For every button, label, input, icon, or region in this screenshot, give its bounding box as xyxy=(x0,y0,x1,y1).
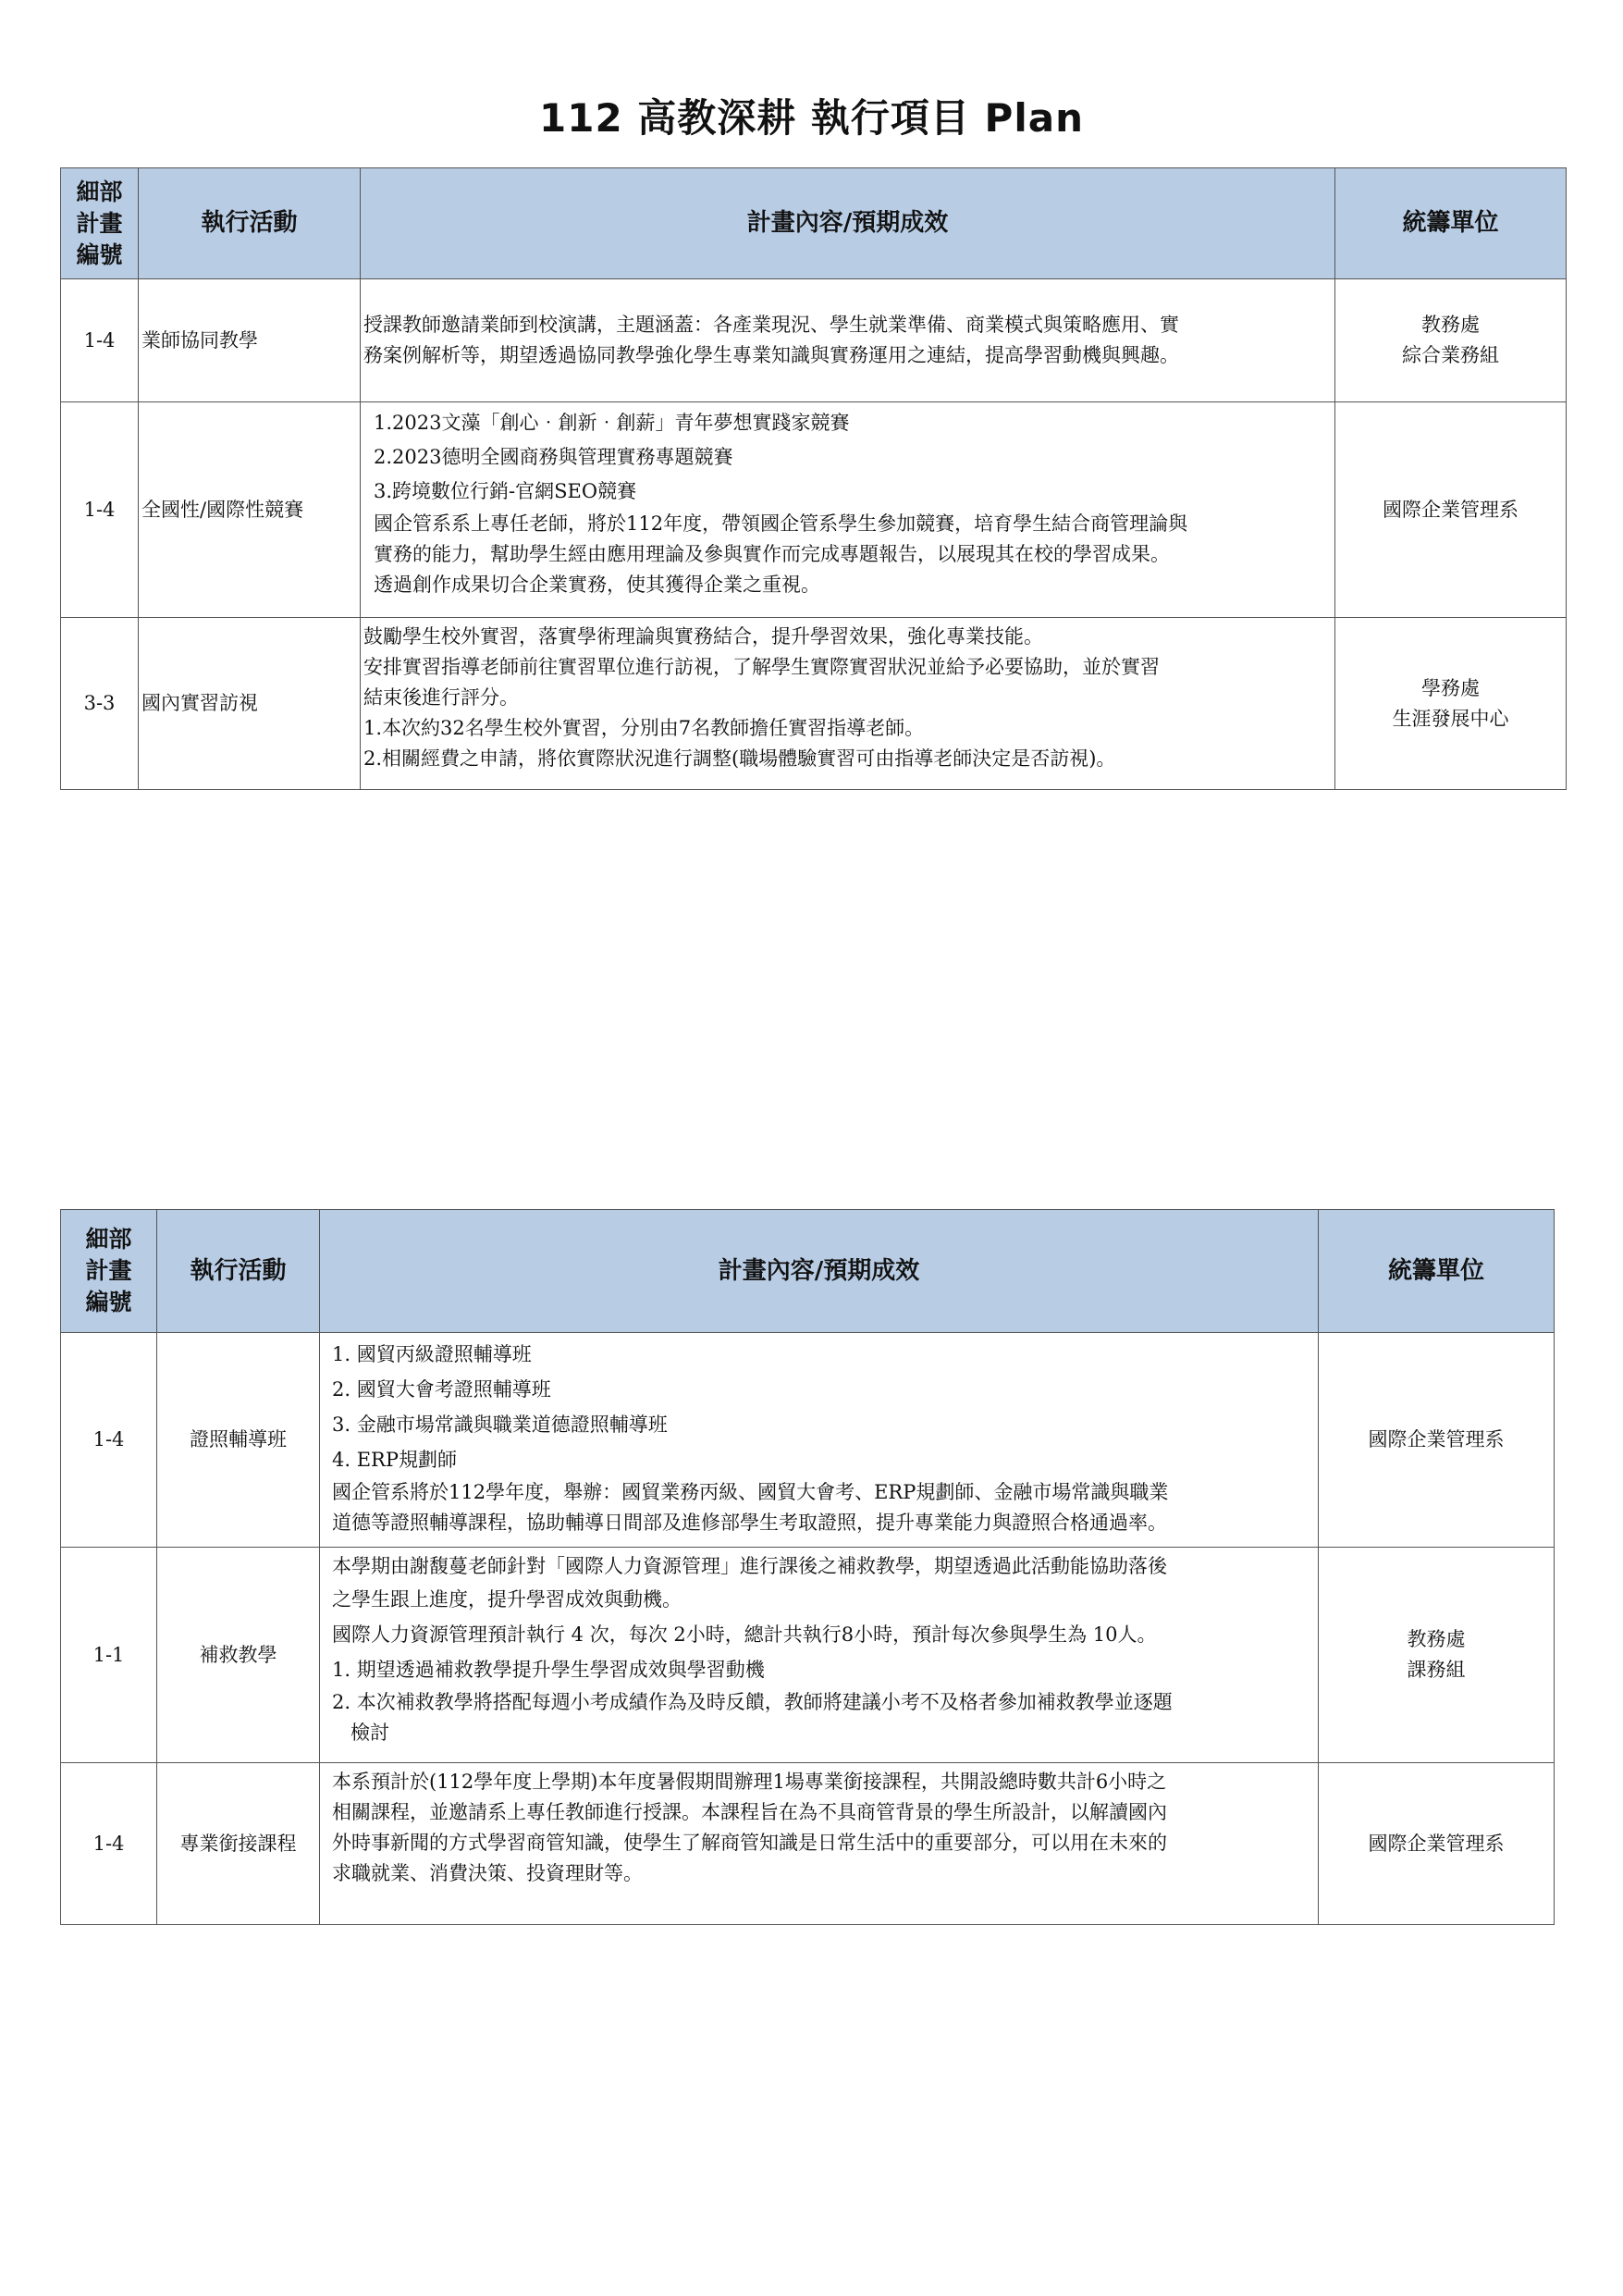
row-content: 1.2023文藻「創心‧創新‧創薪」青年夢想實踐家競賽 2.2023德明全國商務與管理實務專題競賽 3.跨境數位行銷-官網SEO競賽 國企管系系上專任老師，將於112年度，帶領國企管系學生參加競賽，培育學生結合商管理論與 實務的能力，幫助學生經由應用理論及參與實作而完成專題報告，以展現其在校的學習成果。 透過創作成果切合企業實務，使其獲得企業之重視。 xyxy=(361,402,1335,618)
row-content: 授課教師邀請業師到校演講，主題涵蓋：各產業現況、學生就業準備、商業模式與策略應用、實 務案例解析等，期望透過協同教學強化學生專業知識與實務運用之連結，提高學習動機與興趣。 xyxy=(361,279,1335,402)
table-row xyxy=(61,618,1567,790)
row-unit: 國際企業管理系 xyxy=(1319,1763,1555,1925)
header-code: 細部 計畫 編號 xyxy=(61,168,139,279)
row-content: 1. 國貿丙級證照輔導班 2. 國貿大會考證照輔導班 3. 金融市場常識與職業道德證照輔導班 4. ERP規劃師 國企管系將於112學年度，舉辦：國貿業務丙級、國貿大會考、ERP規劃師、金融市場常識與職業 道德等證照輔導課程，協助輔導日間部及進修部學生考取證照，提升專業能力與證照合格通過率。 xyxy=(320,1333,1319,1548)
table-row xyxy=(61,1763,1555,1925)
row-code: 1-4 xyxy=(61,1763,157,1925)
row-activity: 證照輔導班 xyxy=(157,1333,320,1548)
row-activity: 專業銜接課程 xyxy=(157,1763,320,1925)
table-row xyxy=(61,1548,1555,1763)
table-header-row xyxy=(61,168,1567,279)
table-row xyxy=(61,1333,1555,1548)
row-activity: 全國性/國際性競賽 xyxy=(139,402,361,618)
row-code: 1-4 xyxy=(61,1333,157,1548)
table-header-row xyxy=(61,1210,1555,1333)
row-unit: 學務處 生涯發展中心 xyxy=(1335,618,1567,790)
header-activity: 執行活動 xyxy=(139,168,361,279)
plan-table-1 xyxy=(60,167,1567,790)
header-content: 計畫內容/預期成效 xyxy=(361,168,1335,279)
header-unit: 統籌單位 xyxy=(1319,1210,1555,1333)
row-code: 1-1 xyxy=(61,1548,157,1763)
row-unit: 教務處 綜合業務組 xyxy=(1335,279,1567,402)
header-activity: 執行活動 xyxy=(157,1210,320,1333)
row-content: 本學期由謝馥蔓老師針對「國際人力資源管理」進行課後之補救教學，期望透過此活動能協助落後 之學生跟上進度，提升學習成效與動機。 國際人力資源管理預計執行 4 次，每次 2小時，總計共執行8小時，預計每次參與學生為 10人。 1. 期望透過補救教學提升學生學習成效與學習動機 2. 本次補救教學將搭配每週小考成績作為及時反饋，教師將建議小考不及格者參加補救教學並逐題 檢討 xyxy=(320,1548,1319,1763)
table-row xyxy=(61,402,1567,618)
row-code: 1-4 xyxy=(61,402,139,618)
row-activity: 業師協同教學 xyxy=(139,279,361,402)
row-code: 3-3 xyxy=(61,618,139,790)
row-content: 鼓勵學生校外實習，落實學術理論與實務結合，提升學習效果，強化專業技能。 安排實習指導老師前往實習單位進行訪視，了解學生實際實習狀況並給予必要協助，並於實習 結束後進行評分。 1.本次約32名學生校外實習，分別由7名教師擔任實習指導老師。 2.相關經費之申請，將依實際狀況進行調整(職場體驗實習可由指導老師決定是否訪視)。 xyxy=(361,618,1335,790)
header-content: 計畫內容/預期成效 xyxy=(320,1210,1319,1333)
header-code: 細部 計畫 編號 xyxy=(61,1210,157,1333)
header-unit: 統籌單位 xyxy=(1335,168,1567,279)
table-row xyxy=(61,279,1567,402)
row-code: 1-4 xyxy=(61,279,139,402)
plan-table-2 xyxy=(60,1209,1555,1925)
row-unit: 國際企業管理系 xyxy=(1335,402,1567,618)
row-activity: 國內實習訪視 xyxy=(139,618,361,790)
row-unit: 教務處 課務組 xyxy=(1319,1548,1555,1763)
row-content: 本系預計於(112學年度上學期)本年度暑假期間辦理1場專業銜接課程，共開設總時數共計6小時之 相關課程，並邀請系上專任教師進行授課。本課程旨在為不具商管背景的學生所設計，以解讀國內 外時事新聞的方式學習商管知識，使學生了解商管知識是日常生活中的重要部分，可以用在未來的 求職就業、消費決策、投資理財等。 xyxy=(320,1763,1319,1925)
row-activity: 補救教學 xyxy=(157,1548,320,1763)
row-unit: 國際企業管理系 xyxy=(1319,1333,1555,1548)
page-title: 112 高教深耕 執行項目 Plan xyxy=(539,95,1084,141)
